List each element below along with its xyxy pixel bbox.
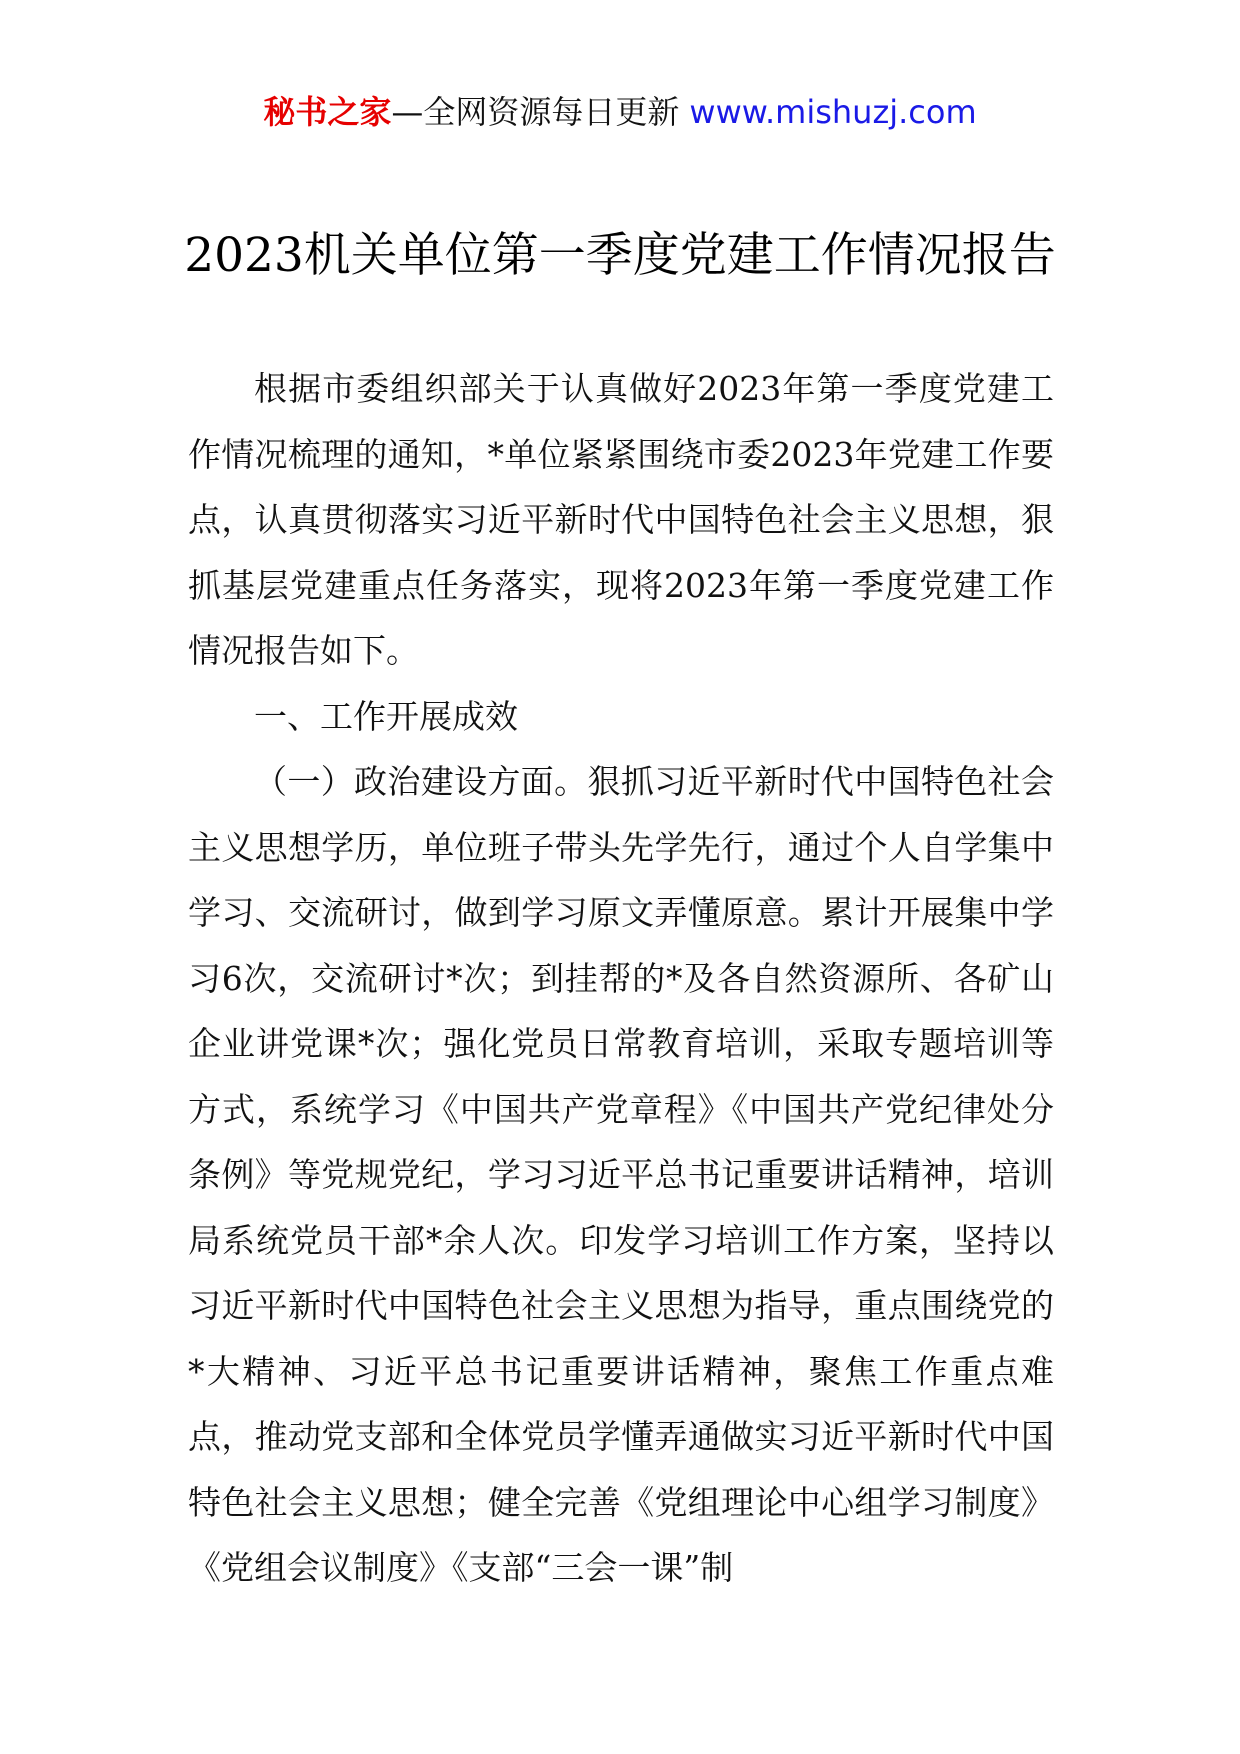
section-heading: 一、工作开展成效 [254,696,518,736]
site-header [0,92,1240,132]
header-slogan: —全网资源每日更新 [391,93,680,131]
body-paragraph: （一）政治建设方面。狠抓习近平新时代中国特色社会主义思想学历，单位班子带头先学先行，通过个人自学集中学习、交流研讨，做到学习原文弄懂原意。累计开展集中学习6次，交流研讨*次；到挂帮的*及各自然资源所、各矿山企业讲党课*次；强化党员日常教育培训，采取专题培训等方式，系统学习《中国共产党章程》《中国共产党纪律处分条例》等党规党纪，学习习近平总书记重要讲话精神，培训局系统党员干部*余人次。印发学习培训工作方案，坚持以习近平新时代中国特色社会主义思想为指导，重点围绕党的*大精神、习近平总书记重要讲话精神，聚焦工作重点难点，推动党支部和全体党员学懂弄通做实习近平新时代中国特色社会主义思想；健全完善《党组理论中心组学习制度》《党组会议制度》《支部“三会一课”制 [188,762,1054,1587]
brand-name: 秘书之家 [263,93,392,131]
intro-paragraph: 根据市委组织部关于认真做好2023年第一季度党建工作情况梳理的通知，*单位紧紧围绕市委2023年党建工作要点，认真贯彻落实习近平新时代中国特色社会主义思想，狠抓基层党建重点任务落实，现将2023年第一季度党建工作情况报告如下。 [188,369,1054,670]
document-title: 2023机关单位第一季度党建工作情况报告 [184,228,1056,283]
document-body [188,356,1054,1601]
site-url-link[interactable]: www.mishuzj.com [689,93,977,131]
